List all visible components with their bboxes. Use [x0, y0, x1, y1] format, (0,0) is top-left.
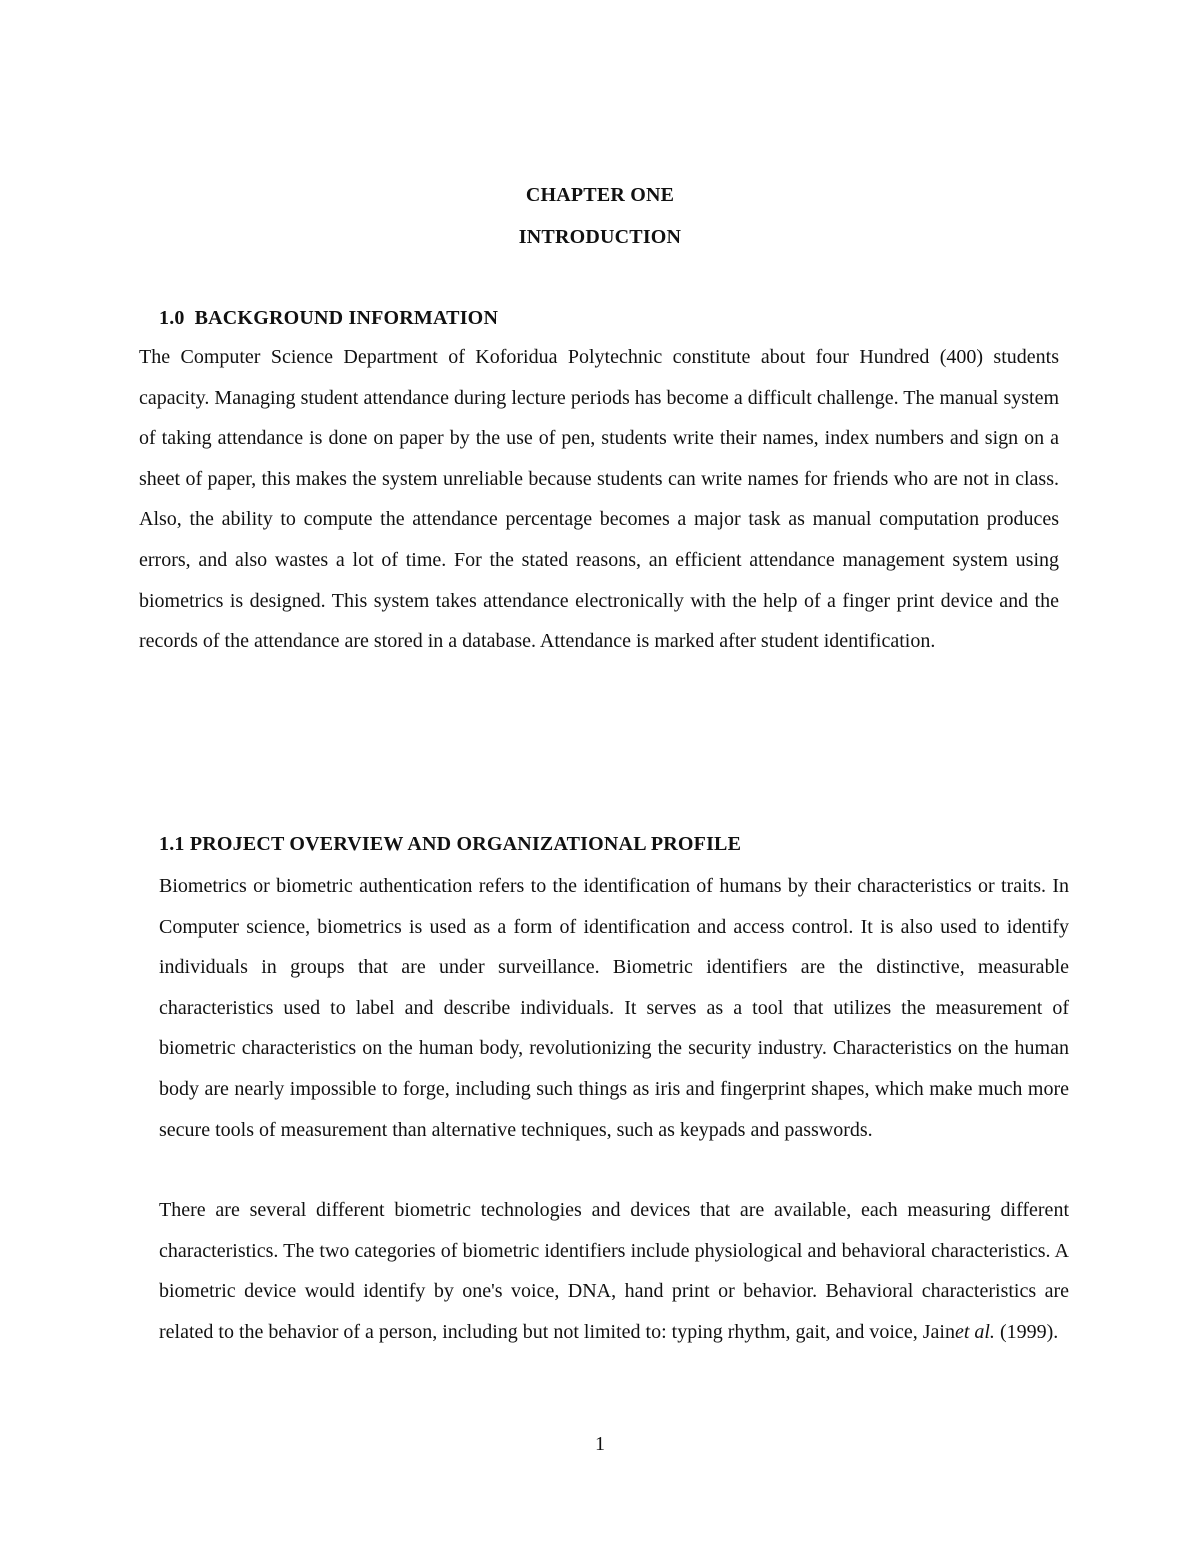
background-paragraph: The Computer Science Department of Koforidua Polytechnic constitute about four Hundred (400) students capacity. Managing student attendance during lecture periods has become a difficult challenge. The manual system of taking attendance is done on paper by the use of pen, students write their names, index numbers and sign on a sheet of paper, this makes the system unreliable because students can write names for friends who are not in class. Also, the ability to compute the attendance percentage becomes a major task as manual computation produces errors, and also wastes a lot of time. For the stated reasons, an efficient attendance management system using biometrics is designed. This system takes attendance electronically with the help of a finger print device and the records of the attendance are stored in a database. Attendance is marked after student identification. [139, 346, 1059, 653]
overview-paragraph-1: Biometrics or biometric authentication refers to the identification of humans by their characteristics or traits. In Computer science, biometrics is used as a form of identification and access control. It is also used to identify individuals in groups that are under surveillance. Biometric identifiers are the distinctive, measurable characteristics used to label and describe individuals. It serves as a tool that utilizes the measurement of biometric characteristics on the human body, revolutionizing the security industry. Characteristics on the human body are nearly impossible to forge, including such things as iris and fingerprint shapes, which make much more secure tools of measurement than alternative techniques, such as keypads and passwords. [159, 875, 1069, 1141]
section-title: PROJECT OVERVIEW AND ORGANIZATIONAL PROFILE [189, 833, 742, 855]
section-heading-1-1 [159, 830, 741, 858]
section-heading-1-0 [159, 304, 498, 332]
page-number: 1 [595, 1433, 605, 1455]
citation-et-al: et al. [954, 1320, 995, 1343]
overview-paragraph-2 [159, 1190, 1069, 1352]
paragraph-text: There are several different biometric technologies and devices that are available, each measuring different characteristics. The two categories of biometric identifiers include physiological and behavioral characteristics. A biometric device would identify by one's voice, DNA, hand print or behavior. Behavioral characteristics are related to the behavior of a person, including but not limited to: typing rhythm, gait, and voice, Jain [159, 1199, 1069, 1343]
chapter-title: CHAPTER ONE [525, 184, 675, 206]
section-number: 1.0 [159, 307, 185, 329]
section-title: BACKGROUND INFORMATION [194, 307, 499, 329]
chapter-subtitle: INTRODUCTION [518, 226, 682, 248]
section-number: 1.1 [159, 833, 185, 855]
citation-year: (1999). [994, 1320, 1059, 1343]
